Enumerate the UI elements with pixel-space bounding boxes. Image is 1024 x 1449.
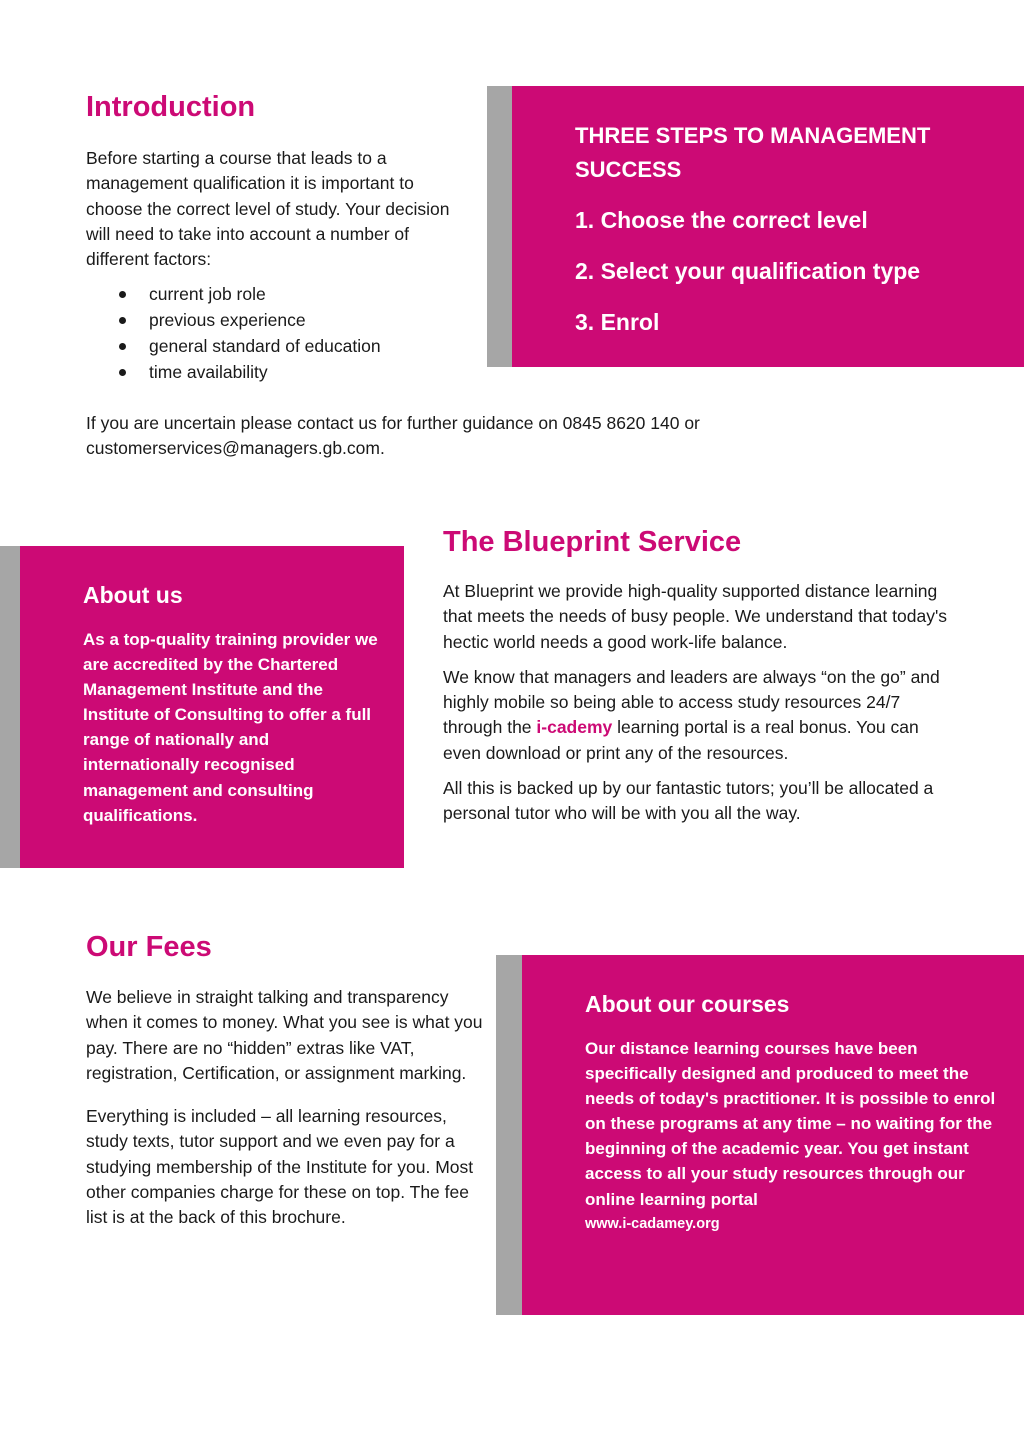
steps-title: THREE STEPS TO MANAGEMENT SUCCESS xyxy=(575,123,931,182)
about-us-text: As a top-quality training provider we are accredited by the Chartered Management Institute and the Institute of Consulting to offer a full range of nationally and internationally recognised management and consulting qualifications. xyxy=(83,630,378,825)
bullet-icon xyxy=(119,291,126,298)
box-side-bar xyxy=(496,955,522,1315)
about-us-title: About us xyxy=(83,582,183,608)
introduction-paragraph: Before starting a course that leads to a management qualification it is important to choose the correct level of study. Your decision will need to take into account a number of different factors: xyxy=(86,148,450,270)
introduction-section xyxy=(86,90,466,386)
list-item: time availability xyxy=(116,360,466,386)
three-steps-box xyxy=(487,86,1024,367)
contact-email[interactable]: customerservices@managers.gb.com. xyxy=(86,438,385,459)
blueprint-section xyxy=(443,525,958,827)
list-item: current job role xyxy=(116,282,466,308)
bullet-icon xyxy=(119,369,126,376)
bullet-icon xyxy=(119,343,126,350)
step-item: 1. Choose the correct level xyxy=(575,207,868,233)
blueprint-paragraph: We know that managers and leaders are always “on the go” and highly mobile so being able to access study resources 24/7 through the i-cademy learning portal is a real bonus. You can even download or print any of the resources. xyxy=(443,666,940,763)
list-item: general standard of education xyxy=(116,334,466,360)
contact-info xyxy=(86,411,946,462)
about-courses-text: Our distance learning courses have been specifically designed and produced to meet the needs of today's practitioner. It is possible to enrol on these programs at any time – no waiting for the beginning of the academic year. You get instant access to all your study resources through our online learning portal xyxy=(585,1039,996,1209)
fees-paragraph: We believe in straight talking and transparency when it comes to money. What you see is what you pay. There are no “hidden” extras like VAT, registration, Certification, or assignment marking. xyxy=(86,987,483,1083)
blueprint-paragraph: At Blueprint we provide high-quality supported distance learning that meets the needs of busy people. We understand that today's hectic world needs a good work-life balance. xyxy=(443,581,948,652)
courses-url-link[interactable]: www.i-cadamey.org xyxy=(585,1215,720,1232)
about-us-box xyxy=(0,546,404,868)
box-side-bar xyxy=(487,86,512,367)
i-cademy-link[interactable]: i-cademy xyxy=(536,717,613,738)
box-side-bar xyxy=(0,546,20,868)
factors-list xyxy=(86,282,466,386)
about-courses-title: About our courses xyxy=(585,991,790,1017)
fees-heading: Our Fees xyxy=(86,931,212,963)
blueprint-heading: The Blueprint Service xyxy=(443,526,742,558)
step-item: 2. Select your qualification type xyxy=(575,258,921,284)
list-item: previous experience xyxy=(116,308,466,334)
fees-section xyxy=(86,930,486,1231)
about-courses-box xyxy=(496,955,1024,1315)
bullet-icon xyxy=(119,317,126,324)
fees-paragraph: Everything is included – all learning resources, study texts, tutor support and we even pay for a studying membership of the Institute for you. Most other companies charge for these on top. The fee list is at the back of this brochure. xyxy=(86,1106,474,1228)
contact-line: If you are uncertain please contact us for further guidance on 0845 8620 140 or xyxy=(86,413,700,433)
blueprint-paragraph: All this is backed up by our fantastic tutors; you’ll be allocated a personal tutor who will be with you all the way. xyxy=(443,778,934,824)
introduction-heading: Introduction xyxy=(86,91,256,123)
step-item: 3. Enrol xyxy=(575,309,660,335)
